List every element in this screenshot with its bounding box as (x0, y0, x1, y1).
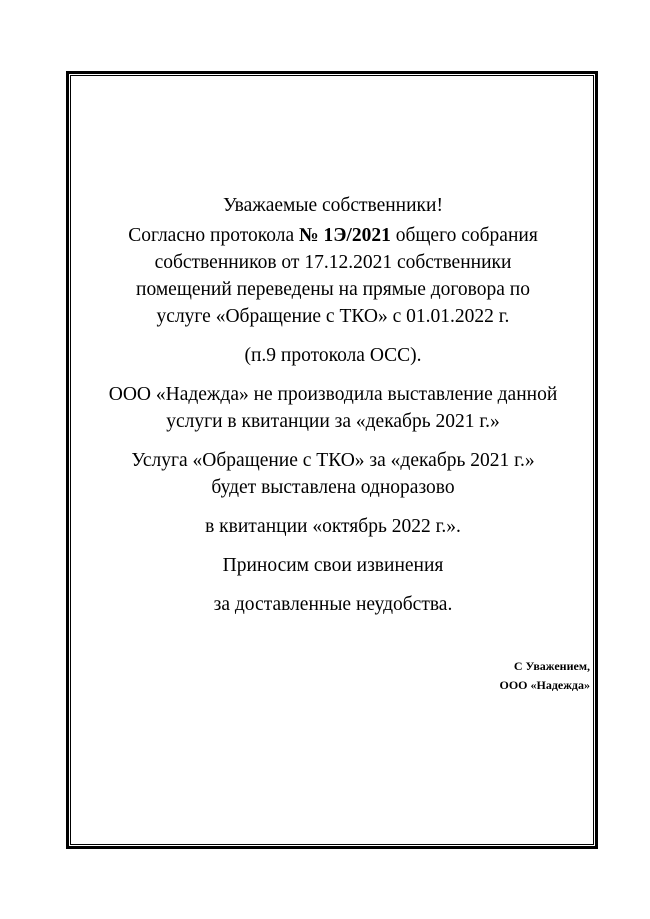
receipt-month: в квитанции «октябрь 2022 г.». (205, 516, 461, 537)
greeting: Уважаемые собственники! (223, 195, 443, 216)
protocol-line-1 (70, 222, 596, 249)
protocol-paragraph (70, 222, 596, 330)
signature-block (499, 657, 590, 695)
protocol-reference: (п.9 протокола ОСС). (244, 345, 422, 366)
protocol-number: № 1Э/2021 (298, 225, 391, 246)
protocol-line-4: услуге «Обращение с ТКО» с 01.01.2022 г. (156, 306, 510, 327)
protocol-line-3: помещений переведены на прямые договора по (136, 279, 530, 300)
apology-line-1: Приносим свои извинения (222, 555, 444, 576)
billing-paragraph (70, 381, 596, 435)
protocol-line-2: собственников от 17.12.2021 собственники (154, 252, 512, 273)
service-paragraph (70, 447, 596, 501)
signature-greeting: С Уважением, (513, 659, 590, 673)
apology-line-2: за доставленные неудобства. (213, 594, 453, 615)
service-line-1: Услуга «Обращение с ТКО» за «декабрь 2021 г.» (131, 450, 535, 471)
notice-body (70, 192, 596, 618)
protocol-post-text: общего собрания (390, 225, 538, 246)
service-line-2: будет выставлена одноразово (211, 477, 455, 498)
billing-line-1: ООО «Надежда» не производила выставление данной (108, 384, 558, 405)
billing-line-2: услуги в квитанции за «декабрь 2021 г.» (166, 411, 500, 432)
protocol-pre-text: Согласно протокола (128, 225, 299, 246)
signature-company: ООО «Надежда» (499, 678, 590, 692)
